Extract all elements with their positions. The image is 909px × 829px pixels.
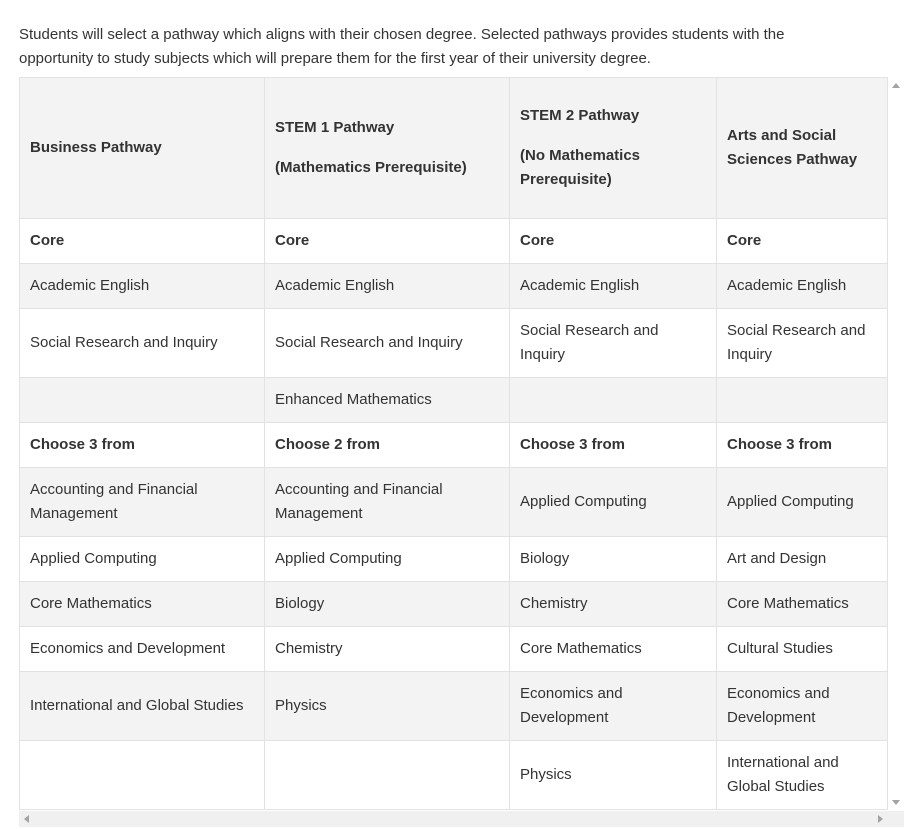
table-cell: Academic English <box>510 264 717 309</box>
table-row <box>20 264 888 309</box>
table-cell: Physics <box>265 672 510 741</box>
table-cell: Core <box>20 219 265 264</box>
table-cell: Social Research and Inquiry <box>265 309 510 378</box>
table-cell: Academic English <box>717 264 888 309</box>
table-cell: Biology <box>510 537 717 582</box>
table-cell: Choose 3 from <box>717 423 888 468</box>
horizontal-scrollbar[interactable] <box>19 811 888 827</box>
table-row <box>20 423 888 468</box>
table-cell: Chemistry <box>510 582 717 627</box>
scrollbar-corner <box>888 811 904 827</box>
table-cell: Cultural Studies <box>717 627 888 672</box>
table-cell <box>265 741 510 810</box>
table-row <box>20 468 888 537</box>
table-row <box>20 537 888 582</box>
table-cell <box>717 378 888 423</box>
table-row <box>20 378 888 423</box>
header-stem2-pathway: STEM 2 Pathway (No Mathematics Prerequisite) <box>510 78 717 219</box>
table-cell: Academic English <box>20 264 265 309</box>
table-cell: Art and Design <box>717 537 888 582</box>
scroll-down-arrow-icon[interactable] <box>892 800 900 805</box>
table-row <box>20 309 888 378</box>
table-cell <box>20 378 265 423</box>
table-cell: Core <box>265 219 510 264</box>
table-cell: Applied Computing <box>717 468 888 537</box>
table-row <box>20 627 888 672</box>
table-cell: Accounting and Financial Management <box>265 468 510 537</box>
table-cell: Accounting and Financial Management <box>20 468 265 537</box>
table-cell: Applied Computing <box>265 537 510 582</box>
table-cell: Core <box>717 219 888 264</box>
table-cell: Chemistry <box>265 627 510 672</box>
table-cell: Economics and Development <box>717 672 888 741</box>
table-cell <box>510 378 717 423</box>
table-cell: Social Research and Inquiry <box>717 309 888 378</box>
table-cell: Social Research and Inquiry <box>510 309 717 378</box>
table-cell: Core <box>510 219 717 264</box>
table-cell: Choose 3 from <box>20 423 265 468</box>
table-cell: Physics <box>510 741 717 810</box>
table-cell: Biology <box>265 582 510 627</box>
intro-paragraph <box>19 23 869 71</box>
table-cell: Academic English <box>265 264 510 309</box>
table-cell: Economics and Development <box>20 627 265 672</box>
table-scroll-container[interactable] <box>19 77 888 811</box>
table-cell: Choose 3 from <box>510 423 717 468</box>
table-cell: Applied Computing <box>510 468 717 537</box>
table-cell: Economics and Development <box>510 672 717 741</box>
table-header-row <box>20 78 888 219</box>
table-cell <box>20 741 265 810</box>
table-cell: Choose 2 from <box>265 423 510 468</box>
scroll-left-arrow-icon[interactable] <box>24 815 29 823</box>
table-cell: Enhanced Mathematics <box>265 378 510 423</box>
intro-line-1: Students will select a pathway which aligns with their chosen degree. Selected pathways provides students with the <box>19 26 785 43</box>
header-stem1-pathway: STEM 1 Pathway (Mathematics Prerequisite) <box>265 78 510 219</box>
table-cell: International and Global Studies <box>717 741 888 810</box>
table-cell: Applied Computing <box>20 537 265 582</box>
table-row <box>20 582 888 627</box>
header-arts-social-sciences-pathway: Arts and Social Sciences Pathway <box>717 78 888 219</box>
table-row <box>20 741 888 810</box>
table-row <box>20 672 888 741</box>
pathways-table <box>19 77 888 810</box>
header-business-pathway: Business Pathway <box>20 78 265 219</box>
table-cell: Core Mathematics <box>510 627 717 672</box>
intro-line-2: opportunity to study subjects which will prepare them for the first year of their university degree. <box>19 50 651 67</box>
table-cell: Core Mathematics <box>717 582 888 627</box>
vertical-scrollbar[interactable] <box>888 77 904 811</box>
table-cell: International and Global Studies <box>20 672 265 741</box>
scroll-right-arrow-icon[interactable] <box>878 815 883 823</box>
table-cell: Social Research and Inquiry <box>20 309 265 378</box>
table-cell: Core Mathematics <box>20 582 265 627</box>
scroll-up-arrow-icon[interactable] <box>892 83 900 88</box>
table-row <box>20 219 888 264</box>
